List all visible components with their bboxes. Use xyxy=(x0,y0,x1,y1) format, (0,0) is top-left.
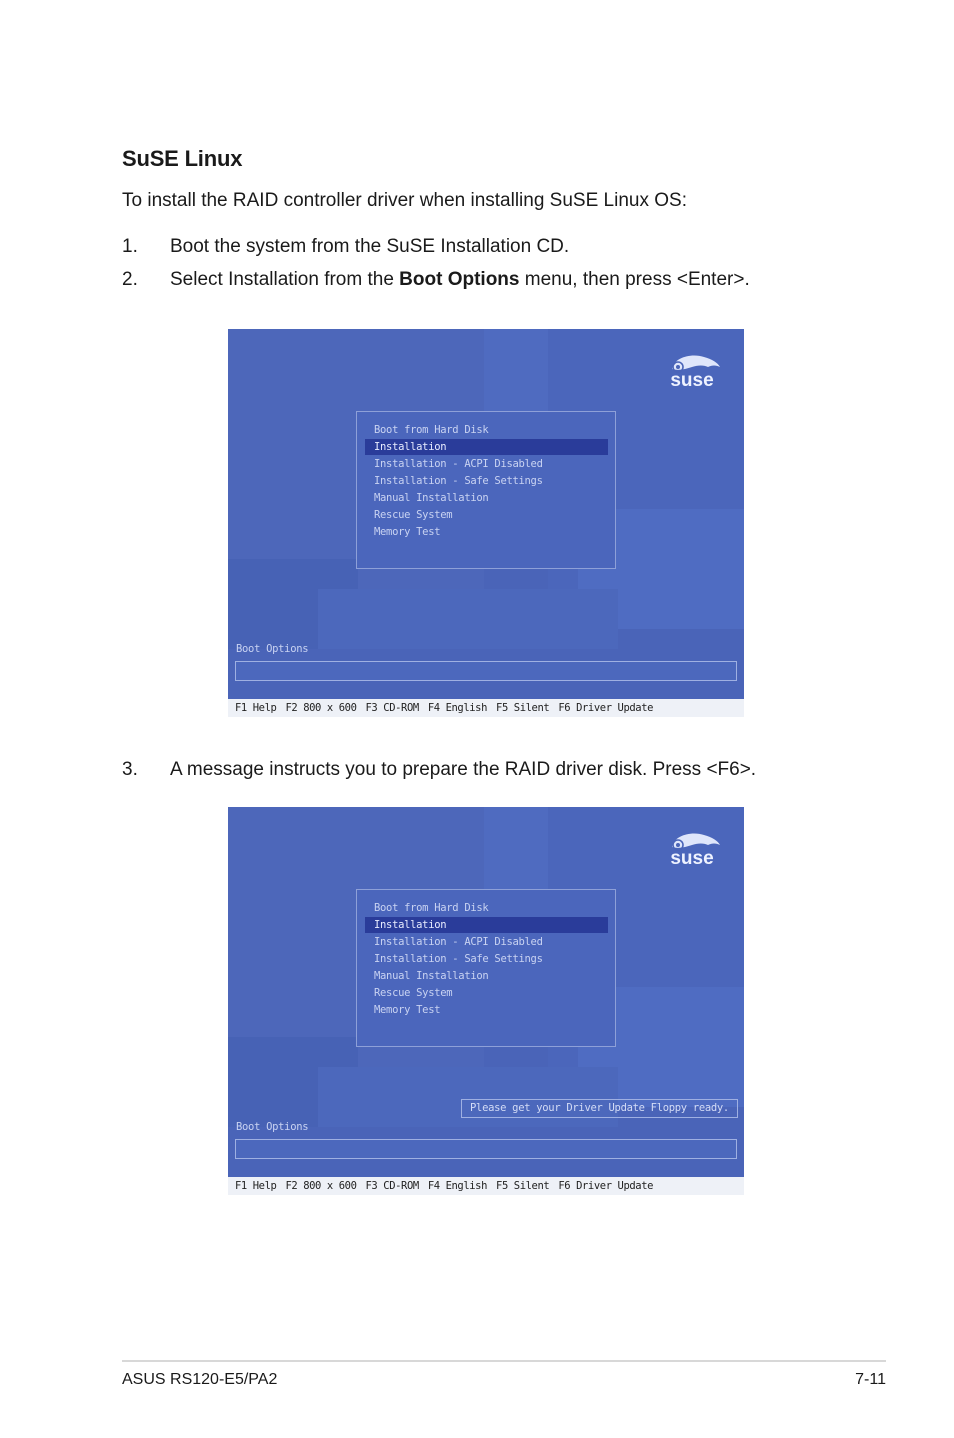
f5-key[interactable]: F5 Silent xyxy=(496,1180,550,1192)
step-text: A message instructs you to prepare the RAID driver disk. Press <F6>. xyxy=(170,759,757,780)
boot-options-label: Boot Options xyxy=(236,643,309,655)
menu-item[interactable]: Memory Test xyxy=(374,526,441,538)
f3-key[interactable]: F3 CD-ROM xyxy=(365,1180,419,1192)
boot-options-input[interactable] xyxy=(235,1139,737,1159)
menu-item[interactable]: Installation - Safe Settings xyxy=(374,475,543,487)
f4-key[interactable]: F4 English xyxy=(427,702,488,714)
step-text-pre: Select Installation from the xyxy=(170,269,400,290)
menu-item[interactable]: Manual Installation xyxy=(374,970,489,982)
menu-item-selected[interactable]: Installation xyxy=(365,917,608,933)
menu-item[interactable]: Memory Test xyxy=(374,1004,441,1016)
intro-text: To install the RAID controller driver when installing SuSE Linux OS: xyxy=(122,190,687,211)
f6-key[interactable]: F6 Driver Update xyxy=(558,1180,654,1192)
menu-item[interactable]: Manual Installation xyxy=(374,492,489,504)
step-number: 3. xyxy=(122,759,138,780)
boot-menu xyxy=(356,411,616,569)
section-title: SuSE Linux xyxy=(122,146,243,171)
boot-screen-2 xyxy=(228,807,744,1195)
suse-logo-icon xyxy=(662,827,722,869)
menu-item[interactable]: Installation - Safe Settings xyxy=(374,953,543,965)
f6-key[interactable]: F6 Driver Update xyxy=(558,702,654,714)
step-text-bold: Boot Options xyxy=(399,269,520,290)
suse-logo-icon xyxy=(662,349,722,391)
menu-item[interactable]: Installation - ACPI Disabled xyxy=(374,936,543,948)
boot-options-input[interactable] xyxy=(235,661,737,681)
menu-item[interactable]: Rescue System xyxy=(374,509,453,521)
f2-key[interactable]: F2 800 x 600 xyxy=(285,1180,357,1192)
driver-update-message: Please get your Driver Update Floppy ready. xyxy=(461,1099,738,1118)
step-number: 1. xyxy=(122,236,138,257)
menu-item[interactable]: Boot from Hard Disk xyxy=(374,902,489,914)
step-text: Boot the system from the SuSE Installation CD. xyxy=(170,236,570,257)
f2-key[interactable]: F2 800 x 600 xyxy=(285,702,357,714)
menu-item[interactable]: Installation - ACPI Disabled xyxy=(374,458,543,470)
logo-text: suse xyxy=(670,848,714,869)
f3-key[interactable]: F3 CD-ROM xyxy=(365,702,419,714)
step-number: 2. xyxy=(122,269,138,290)
step-text-post: menu, then press <Enter>. xyxy=(519,269,750,290)
boot-menu xyxy=(356,889,616,1047)
footer-model: ASUS RS120-E5/PA2 xyxy=(122,1371,278,1388)
menu-item[interactable]: Rescue System xyxy=(374,987,453,999)
page-number: 7-11 xyxy=(855,1371,886,1388)
boot-screen-1 xyxy=(228,329,744,717)
boot-options-label: Boot Options xyxy=(236,1121,309,1133)
f5-key[interactable]: F5 Silent xyxy=(496,702,550,714)
logo-text: suse xyxy=(670,370,714,391)
function-key-bar xyxy=(228,699,744,717)
menu-item[interactable]: Boot from Hard Disk xyxy=(374,424,489,436)
function-key-bar xyxy=(228,1177,744,1195)
footer-divider xyxy=(122,1360,886,1362)
f1-key[interactable]: F1 Help xyxy=(235,1180,277,1192)
f4-key[interactable]: F4 English xyxy=(427,1180,488,1192)
f1-key[interactable]: F1 Help xyxy=(235,702,277,714)
step-text xyxy=(170,269,750,291)
menu-item-selected[interactable]: Installation xyxy=(365,439,608,455)
